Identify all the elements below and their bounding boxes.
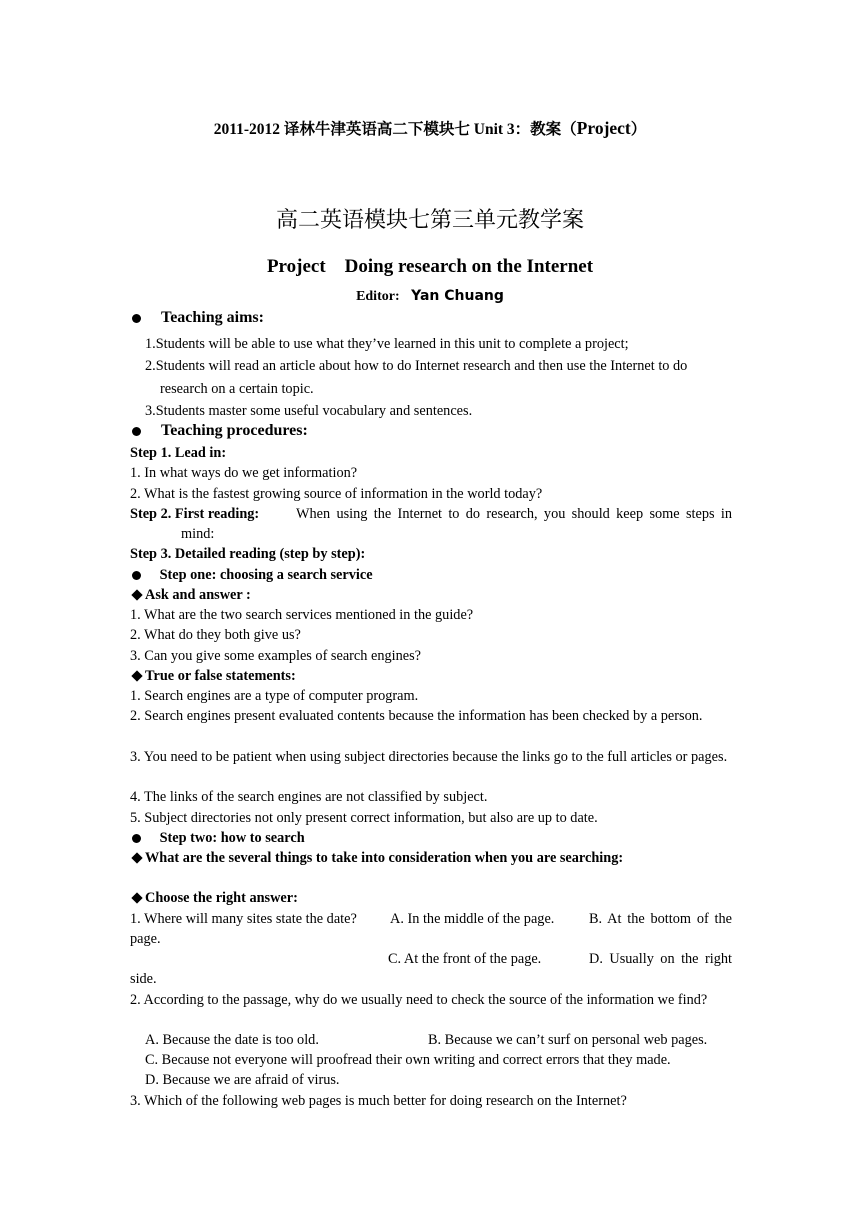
ask-answer-heading [130,585,251,605]
step1-title: Step 1. Lead in: [130,445,227,461]
mc2-option-a: A. Because the date is too old. [145,1032,319,1048]
bullet-icon [132,834,141,843]
tf-item-5: 5. Subject directories not only present correct information, but also are up to date. [130,810,598,826]
ask-q2: 2. What do they both give us? [130,627,301,643]
choose-text: Choose the right answer: [145,890,298,906]
step2-text-cont: mind: [181,526,215,542]
header-title-text: 2011-2012 译林牛津英语高二下模块七 Unit 3：教案（ [213,121,577,138]
consider-heading [130,848,623,868]
step-two-text: Step two: how to search [159,830,305,846]
subtitle: Project Doing research on the Internet [266,256,594,277]
mc1-option-d-cont: side. [130,971,157,987]
doc-title: 高二英语模块七第三单元教学案 [275,207,584,232]
diamond-icon [131,670,142,681]
aim-item-2-cont: research on a certain topic. [160,381,314,397]
tf-item-2: 2. Search engines present evaluated contents because the information has been checked by a person. [130,708,703,724]
step2-title: Step 2. First reading: [130,506,260,522]
bullet-icon [132,314,141,323]
mc2-option-c: C. Because not everyone will proofread their own writing and correct errors that they made. [145,1052,671,1068]
mc2-option-d: D. Because we are afraid of virus. [145,1072,340,1088]
tf-heading-text: True or false statements: [145,668,296,684]
diamond-icon [131,892,142,903]
step3-title: Step 3. Detailed reading (step by step): [130,546,366,562]
ask-q1: 1. What are the two search services mentioned in the guide? [130,607,474,623]
tf-item-4: 4. The links of the search engines are not classified by subject. [130,789,488,805]
step-one-heading [132,565,373,585]
header-title [0,117,860,139]
aims-heading [132,309,264,327]
diamond-icon [131,589,142,600]
ask-q3: 3. Can you give some examples of search engines? [130,648,422,664]
step1-q2: 2. What is the fastest growing source of information in the world today? [130,486,543,502]
ask-answer-text: Ask and answer : [145,587,251,603]
diamond-icon [131,852,142,863]
consider-text: What are the several things to take into consideration when you are searching: [145,850,624,866]
tf-item-3: 3. You need to be patient when using subject directories because the links go to the full articles or pages. [130,749,728,765]
mc2-option-b: B. Because we can’t surf on personal web pages. [428,1032,708,1048]
mc1-question: 1. Where will many sites state the date? [130,911,357,927]
mc3-question: 3. Which of the following web pages is much better for doing research on the Internet? [130,1093,627,1109]
procedures-heading [132,422,308,440]
step2-text: When using the Internet to do research, you should keep some steps in [296,506,732,522]
aim-item-3: 3.Students master some useful vocabulary and sentences. [145,403,473,419]
mc1-option-b: B. At the bottom of the [589,911,732,927]
editor-name: Yan Chuang [411,288,504,304]
bullet-icon [132,571,141,580]
aims-heading-text: Teaching aims: [161,309,264,326]
mc1-option-d: D. Usually on the right [589,951,732,967]
step-two-heading [132,828,305,848]
editor-line [0,288,860,305]
editor-label: Editor: [356,289,400,304]
header-title-close: ） [630,121,647,138]
mc1-option-a: A. In the middle of the page. [390,911,555,927]
bullet-icon [132,427,141,436]
mc1-option-b-cont: page. [130,931,161,947]
aim-item-1: 1.Students will be able to use what they’ve learned in this unit to complete a project; [145,336,629,352]
choose-heading [130,888,298,908]
aim-item-2: 2.Students will read an article about how to do Internet research and then use the Internet to do [145,358,688,374]
step1-q1: 1. In what ways do we get information? [130,465,358,481]
step-one-text: Step one: choosing a search service [159,567,373,583]
tf-heading [130,666,296,686]
mc1-option-c: C. At the front of the page. [388,951,542,967]
procedures-heading-text: Teaching procedures: [161,422,308,439]
mc2-question: 2. According to the passage, why do we usually need to check the source of the information we find? [130,992,708,1008]
header-title-project: Project [576,118,631,138]
tf-item-1: 1. Search engines are a type of computer program. [130,688,419,704]
